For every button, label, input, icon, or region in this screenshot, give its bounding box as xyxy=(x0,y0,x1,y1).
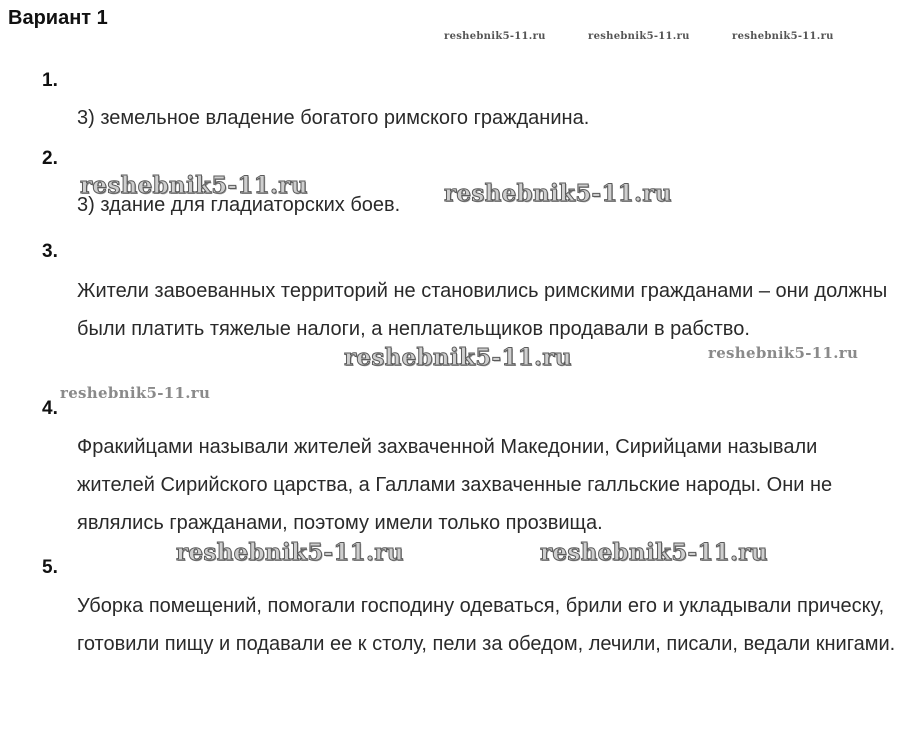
answer-number: 3. xyxy=(42,241,58,262)
answer-text: Уборка помещений, помогали господину одеваться, брили его и укладывали прическу, готовили пищу и подавали ее к столу, пели за обедом, лечили, писали, ведали книгами. xyxy=(77,595,896,655)
watermark-text: reshebnik5-11.ru xyxy=(444,31,546,42)
watermark-text: reshebnik5-11.ru xyxy=(60,384,211,402)
answer-text: 3) земельное владение богатого римского гражданина. xyxy=(77,107,590,129)
answer-number: 1. xyxy=(42,70,58,91)
answer-number: 2. xyxy=(42,148,58,169)
watermark-text: reshebnik5-11.ru xyxy=(540,539,768,566)
answer-number: 5. xyxy=(42,557,58,578)
watermark-text: reshebnik5-11.ru xyxy=(732,31,834,42)
watermark-text: reshebnik5-11.ru xyxy=(708,344,859,362)
watermark-text: reshebnik5-11.ru xyxy=(444,180,672,207)
page-title: Вариант 1 xyxy=(8,7,108,29)
watermark-text: reshebnik5-11.ru xyxy=(588,31,690,42)
watermark-text: reshebnik5-11.ru xyxy=(80,172,308,199)
answer-text: Жители завоеванных территорий не становились римскими гражданами – они должны были платить тяжелые налоги, а неплательщиков продавали в рабство. xyxy=(77,280,888,340)
watermark-text: reshebnik5-11.ru xyxy=(344,344,572,371)
watermark-text: reshebnik5-11.ru xyxy=(176,539,404,566)
answer-text: Фракийцами называли жителей захваченной Македонии, Сирийцами называли жителей Сирийского царства, а Галлами захваченные галльские народы. Они не являлись гражданами, поэтому имели только прозвища. xyxy=(77,436,833,534)
answer-text: 3) здание для гладиаторских боев. xyxy=(77,194,401,216)
answer-number: 4. xyxy=(42,398,58,419)
